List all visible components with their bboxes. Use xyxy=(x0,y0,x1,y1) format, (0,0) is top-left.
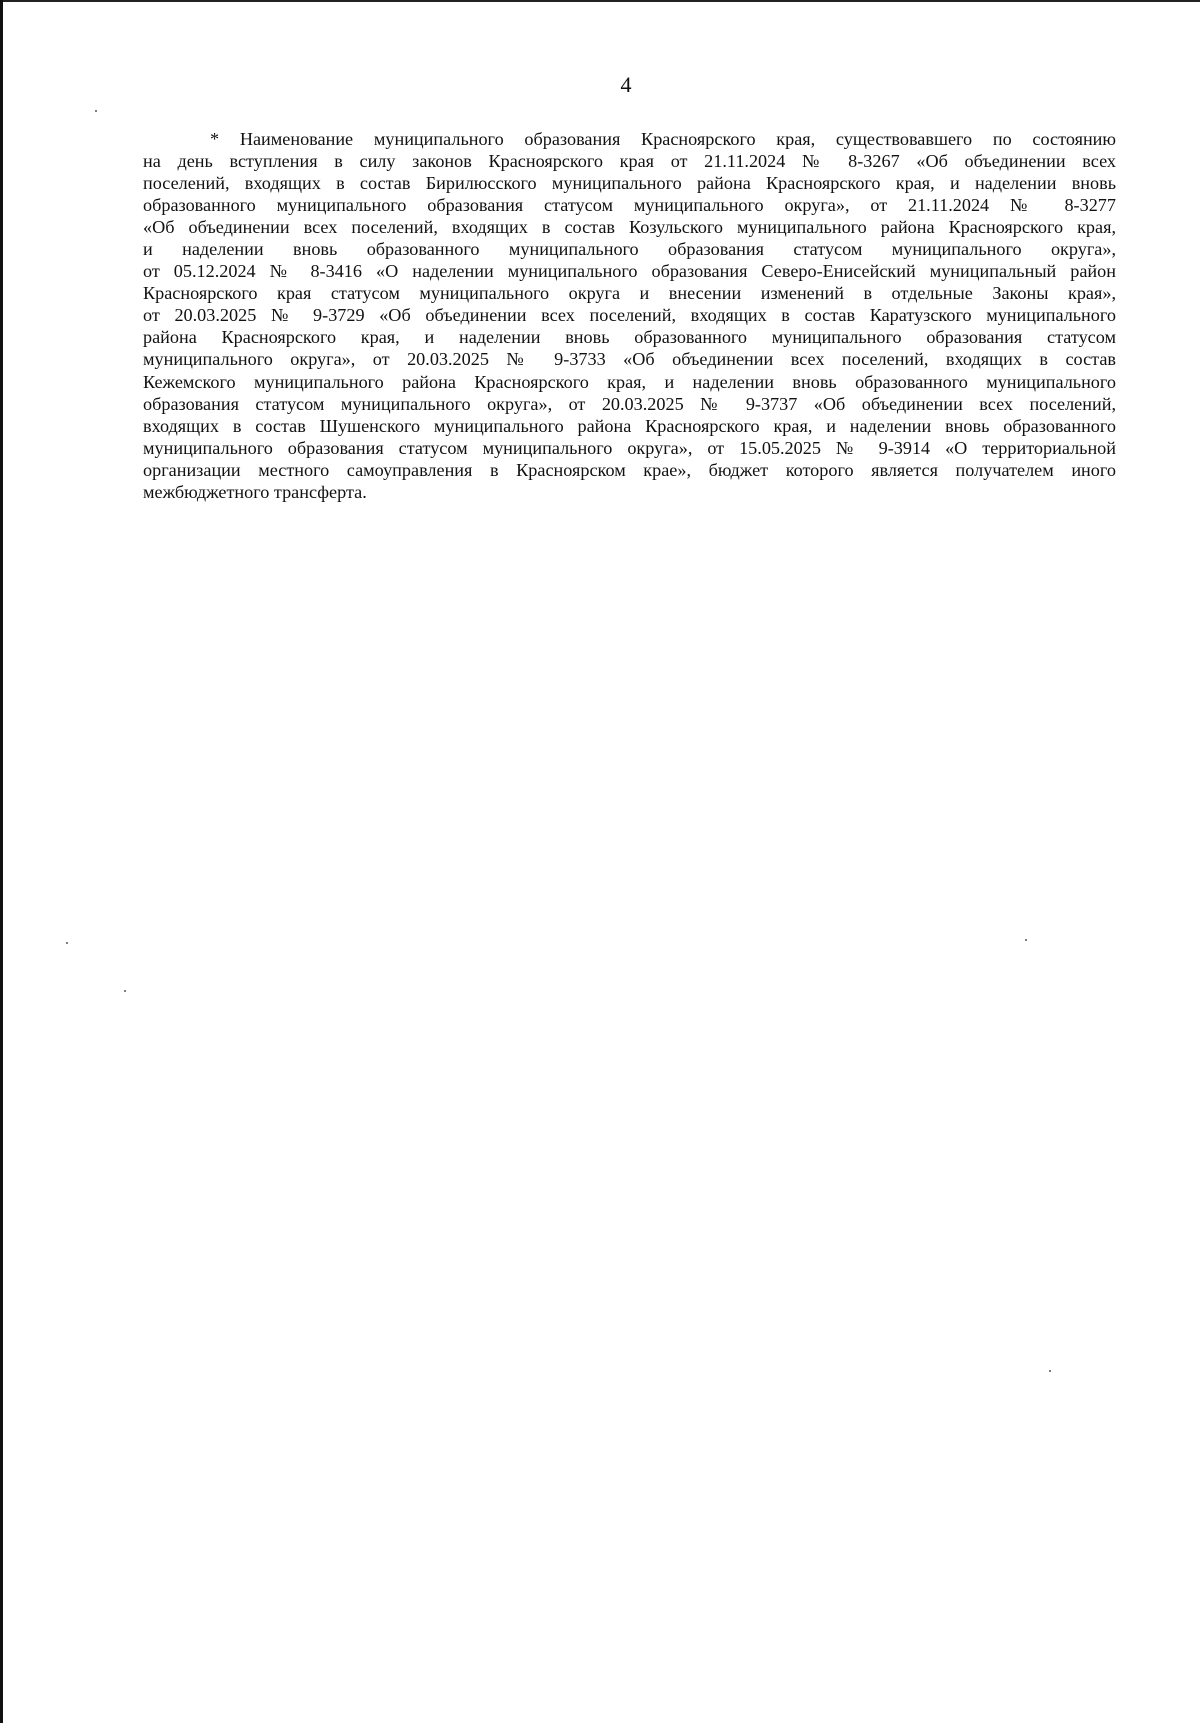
footnote-line: на день вступления в силу законов Красноярского края от 21.11.2024 № 8-3267 «Об объединении всех xyxy=(143,151,1116,172)
footnote-line: межбюджетного трансферта. xyxy=(143,481,367,502)
footnote-line: от 20.03.2025 № 9-3729 «Об объединении всех поселений, входящих в состав Каратузского муниципального xyxy=(143,305,1116,326)
footnote-line: входящих в состав Шушенского муниципального района Красноярского края, и наделении вновь образованного xyxy=(143,415,1116,436)
footnote-line: «Об объединении всех поселений, входящих в состав Козульского муниципального района Красноярского края, xyxy=(143,217,1116,238)
footnote-line: муниципального образования статусом муниципального округа», от 15.05.2025 № 9-3914 «О территориальной xyxy=(143,437,1116,458)
scan-speck xyxy=(124,990,126,992)
footnote-line: * Наименование муниципального образования Красноярского края, существовавшего по состоянию xyxy=(210,129,1116,149)
footnote-line: района Красноярского края, и наделении вновь образованного муниципального образования статусом xyxy=(143,327,1116,348)
footnote-line: образования статусом муниципального округа», от 20.03.2025 № 9-3737 «Об объединении всех поселений, xyxy=(143,393,1116,414)
footnote-line: Красноярского края статусом муниципального округа и внесении изменений в отдельные Законы края», xyxy=(143,283,1116,304)
scan-speck xyxy=(95,110,97,112)
page-number: 4 xyxy=(620,72,632,97)
footnote-line: от 05.12.2024 № 8-3416 «О наделении муниципального образования Северо-Енисейский муниципальный район xyxy=(143,261,1116,282)
footnote-line: организации местного самоуправления в Красноярском крае», бюджет которого является получателем иного xyxy=(143,459,1116,480)
footnote-text xyxy=(143,128,1116,503)
scan-speck xyxy=(66,942,68,944)
footnote-line: муниципального округа», от 20.03.2025 № 9-3733 «Об объединении всех поселений, входящих в состав xyxy=(143,349,1116,370)
scan-speck xyxy=(1049,1370,1051,1372)
footnote-line: Кежемского муниципального района Красноярского края, и наделении вновь образованного муниципального xyxy=(143,371,1116,392)
scan-speck xyxy=(1025,939,1027,941)
footnote-line: поселений, входящих в состав Бирилюсского муниципального района Красноярского края, и наделении вновь xyxy=(143,173,1116,194)
footnote-line: образованного муниципального образования статусом муниципального округа», от 21.11.2024 № 8-3277 xyxy=(143,195,1116,216)
footnote-line: и наделении вновь образованного муниципального образования статусом муниципального округа», xyxy=(143,239,1116,260)
scan-left-edge xyxy=(0,0,3,1723)
scan-top-edge xyxy=(0,0,1200,2)
